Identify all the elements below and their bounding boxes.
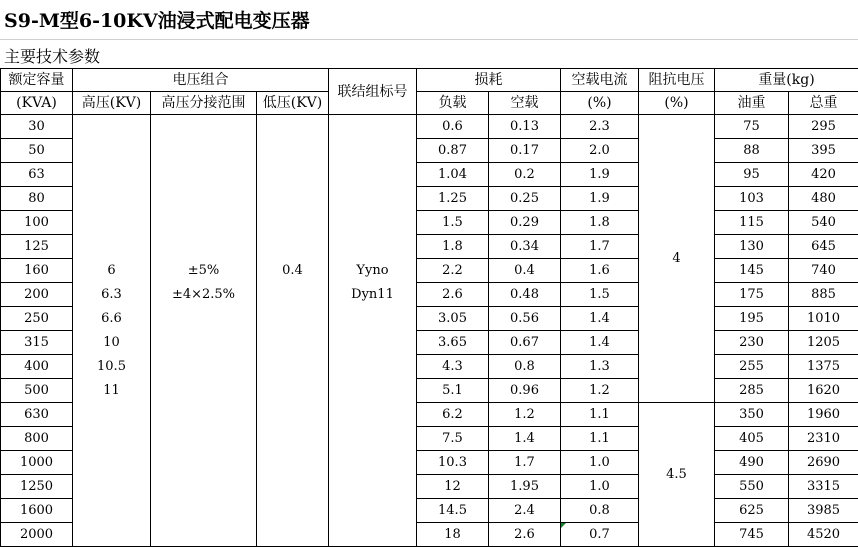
load-loss-cell: 5.1 [417, 379, 489, 403]
vector-group-cell [329, 451, 417, 475]
no-load-current-cell: 1.0 [561, 475, 639, 499]
table-row [1, 283, 858, 307]
lv-cell [257, 475, 329, 499]
no-load-loss-cell: 0.25 [489, 187, 561, 211]
lv-cell [257, 211, 329, 235]
total-weight-cell: 420 [789, 163, 858, 187]
table-row [1, 523, 858, 547]
no-load-loss-cell: 0.13 [489, 115, 561, 139]
tap-range-cell [151, 499, 257, 523]
no-load-current-cell: 1.9 [561, 163, 639, 187]
section-heading: 主要技术参数 [4, 44, 100, 67]
load-loss-cell: 18 [417, 523, 489, 547]
no-load-loss-cell: 0.17 [489, 139, 561, 163]
header-tap-range: 高压分接范围 [151, 92, 257, 115]
capacity-cell: 50 [1, 139, 73, 163]
no-load-loss-cell: 1.7 [489, 451, 561, 475]
header-no-load-current-unit: (%) [561, 92, 639, 115]
tap-range-cell [151, 163, 257, 187]
hv-cell: 11 [73, 379, 151, 403]
capacity-cell: 200 [1, 283, 73, 307]
table-row [1, 499, 858, 523]
total-weight-cell: 1960 [789, 403, 858, 427]
total-weight-cell: 295 [789, 115, 858, 139]
total-weight-cell: 4520 [789, 523, 858, 547]
vector-group-cell [329, 115, 417, 139]
capacity-cell: 500 [1, 379, 73, 403]
load-loss-cell: 6.2 [417, 403, 489, 427]
tap-range-cell [151, 331, 257, 355]
vector-group-cell: Dyn11 [329, 283, 417, 307]
table-row [1, 259, 858, 283]
hv-cell [73, 139, 151, 163]
table-row [1, 355, 858, 379]
vector-group-cell [329, 331, 417, 355]
vector-group-cell [329, 499, 417, 523]
header-voltage-group: 电压组合 [73, 69, 329, 92]
tap-range-cell [151, 187, 257, 211]
no-load-current-cell: 2.3 [561, 115, 639, 139]
hv-cell [73, 235, 151, 259]
total-weight-cell: 2310 [789, 427, 858, 451]
tap-range-cell: ±5% [151, 259, 257, 283]
no-load-loss-cell: 0.29 [489, 211, 561, 235]
impedance-cell: 4 [639, 115, 715, 403]
total-weight-cell: 885 [789, 283, 858, 307]
table-row [1, 331, 858, 355]
oil-weight-cell: 175 [715, 283, 789, 307]
lv-cell [257, 307, 329, 331]
oil-weight-cell: 230 [715, 331, 789, 355]
capacity-cell: 800 [1, 427, 73, 451]
no-load-current-cell: 1.2 [561, 379, 639, 403]
no-load-loss-cell: 1.95 [489, 475, 561, 499]
title-divider [0, 39, 858, 40]
table-row [1, 235, 858, 259]
total-weight-cell: 3315 [789, 475, 858, 499]
no-load-loss-cell: 1.4 [489, 427, 561, 451]
oil-weight-cell: 115 [715, 211, 789, 235]
no-load-current-cell: 1.6 [561, 259, 639, 283]
vector-group-cell [329, 187, 417, 211]
header-vector-group: 联结组标号 [329, 69, 417, 115]
header-loss: 损耗 [417, 69, 561, 92]
no-load-loss-cell: 0.8 [489, 355, 561, 379]
vector-group-cell [329, 475, 417, 499]
vector-group-cell [329, 403, 417, 427]
load-loss-cell: 10.3 [417, 451, 489, 475]
no-load-loss-cell: 1.2 [489, 403, 561, 427]
no-load-current-cell: 0.8 [561, 499, 639, 523]
total-weight-cell: 1620 [789, 379, 858, 403]
total-weight-cell: 1205 [789, 331, 858, 355]
capacity-cell: 63 [1, 163, 73, 187]
tap-range-cell [151, 355, 257, 379]
load-loss-cell: 3.05 [417, 307, 489, 331]
oil-weight-cell: 130 [715, 235, 789, 259]
tap-range-cell [151, 115, 257, 139]
hv-cell [73, 115, 151, 139]
hv-cell: 6.3 [73, 283, 151, 307]
hv-cell [73, 427, 151, 451]
oil-weight-cell: 285 [715, 379, 789, 403]
oil-weight-cell: 195 [715, 307, 789, 331]
no-load-current-cell: 1.9 [561, 187, 639, 211]
oil-weight-cell: 490 [715, 451, 789, 475]
no-load-current-cell: 1.5 [561, 283, 639, 307]
header-load-loss: 负载 [417, 92, 489, 115]
capacity-cell: 30 [1, 115, 73, 139]
no-load-current-cell: 1.4 [561, 331, 639, 355]
tap-range-cell [151, 427, 257, 451]
table-row [1, 163, 858, 187]
no-load-current-cell: 1.1 [561, 427, 639, 451]
table-row [1, 139, 858, 163]
lv-cell [257, 499, 329, 523]
vector-group-cell [329, 523, 417, 547]
capacity-cell: 100 [1, 211, 73, 235]
load-loss-cell: 1.5 [417, 211, 489, 235]
load-loss-cell: 12 [417, 475, 489, 499]
tap-range-cell [151, 139, 257, 163]
lv-cell: 0.4 [257, 259, 329, 283]
vector-group-cell [329, 139, 417, 163]
no-load-loss-cell: 0.96 [489, 379, 561, 403]
no-load-current-cell: 1.7 [561, 235, 639, 259]
lv-cell [257, 283, 329, 307]
capacity-cell: 160 [1, 259, 73, 283]
table-row [1, 187, 858, 211]
tap-range-cell [151, 235, 257, 259]
total-weight-cell: 1375 [789, 355, 858, 379]
header-impedance-unit: (%) [639, 92, 715, 115]
table-row [1, 379, 858, 403]
capacity-cell: 1600 [1, 499, 73, 523]
capacity-cell: 1000 [1, 451, 73, 475]
oil-weight-cell: 255 [715, 355, 789, 379]
table-row [1, 307, 858, 331]
load-loss-cell: 3.65 [417, 331, 489, 355]
header-row-1 [1, 69, 858, 92]
lv-cell [257, 403, 329, 427]
hv-cell [73, 451, 151, 475]
lv-cell [257, 235, 329, 259]
table-row [1, 403, 858, 427]
load-loss-cell: 1.8 [417, 235, 489, 259]
no-load-loss-cell: 0.56 [489, 307, 561, 331]
header-total-weight: 总重 [789, 92, 858, 115]
lv-cell [257, 331, 329, 355]
tap-range-cell [151, 211, 257, 235]
header-no-load-loss: 空载 [489, 92, 561, 115]
hv-cell: 6 [73, 259, 151, 283]
total-weight-cell: 540 [789, 211, 858, 235]
lv-cell [257, 163, 329, 187]
capacity-cell: 2000 [1, 523, 73, 547]
header-oil-weight: 油重 [715, 92, 789, 115]
no-load-loss-cell: 2.4 [489, 499, 561, 523]
sheet-title: S9-M型6-10KV油浸式配电变压器 [4, 6, 310, 33]
no-load-current-cell: 1.1 [561, 403, 639, 427]
total-weight-cell: 480 [789, 187, 858, 211]
header-impedance: 阻抗电压 [639, 69, 715, 92]
impedance-cell: 4.5 [639, 403, 715, 547]
table-row [1, 211, 858, 235]
load-loss-cell: 14.5 [417, 499, 489, 523]
table-row [1, 451, 858, 475]
hv-cell: 10 [73, 331, 151, 355]
vector-group-cell [329, 307, 417, 331]
no-load-current-cell: 1.0 [561, 451, 639, 475]
total-weight-cell: 2690 [789, 451, 858, 475]
hv-cell [73, 211, 151, 235]
oil-weight-cell: 88 [715, 139, 789, 163]
lv-cell [257, 379, 329, 403]
oil-weight-cell: 145 [715, 259, 789, 283]
lv-cell [257, 355, 329, 379]
hv-cell: 10.5 [73, 355, 151, 379]
load-loss-cell: 0.6 [417, 115, 489, 139]
oil-weight-cell: 745 [715, 523, 789, 547]
vector-group-cell [329, 163, 417, 187]
lv-cell [257, 187, 329, 211]
lv-cell [257, 523, 329, 547]
hv-cell [73, 163, 151, 187]
vector-group-cell [329, 235, 417, 259]
total-weight-cell: 645 [789, 235, 858, 259]
total-weight-cell: 1010 [789, 307, 858, 331]
capacity-cell: 80 [1, 187, 73, 211]
capacity-cell: 400 [1, 355, 73, 379]
oil-weight-cell: 405 [715, 427, 789, 451]
cell-comment-marker [561, 523, 566, 528]
header-no-load-current: 空载电流 [561, 69, 639, 92]
load-loss-cell: 0.87 [417, 139, 489, 163]
vector-group-cell: Yyno [329, 259, 417, 283]
no-load-current-cell: 1.3 [561, 355, 639, 379]
header-lv: 低压(KV) [257, 92, 329, 115]
capacity-cell: 315 [1, 331, 73, 355]
no-load-loss-cell: 0.2 [489, 163, 561, 187]
load-loss-cell: 2.6 [417, 283, 489, 307]
header-capacity: 额定容量 [1, 69, 73, 92]
table-row [1, 427, 858, 451]
header-weight: 重量(kg) [715, 69, 858, 92]
hv-cell [73, 403, 151, 427]
load-loss-cell: 7.5 [417, 427, 489, 451]
hv-cell [73, 187, 151, 211]
lv-cell [257, 427, 329, 451]
header-row-2 [1, 92, 858, 115]
load-loss-cell: 1.04 [417, 163, 489, 187]
load-loss-cell: 4.3 [417, 355, 489, 379]
tap-range-cell [151, 523, 257, 547]
oil-weight-cell: 350 [715, 403, 789, 427]
header-hv: 高压(KV) [73, 92, 151, 115]
no-load-loss-cell: 0.67 [489, 331, 561, 355]
capacity-cell: 250 [1, 307, 73, 331]
oil-weight-cell: 75 [715, 115, 789, 139]
oil-weight-cell: 95 [715, 163, 789, 187]
no-load-current-cell: 2.0 [561, 139, 639, 163]
total-weight-cell: 3985 [789, 499, 858, 523]
vector-group-cell [329, 211, 417, 235]
oil-weight-cell: 625 [715, 499, 789, 523]
no-load-current-cell: 1.8 [561, 211, 639, 235]
tap-range-cell [151, 307, 257, 331]
capacity-cell: 630 [1, 403, 73, 427]
lv-cell [257, 139, 329, 163]
lv-cell [257, 451, 329, 475]
hv-cell [73, 499, 151, 523]
load-loss-cell: 2.2 [417, 259, 489, 283]
no-load-loss-cell: 0.4 [489, 259, 561, 283]
capacity-cell: 125 [1, 235, 73, 259]
hv-cell [73, 523, 151, 547]
capacity-cell: 1250 [1, 475, 73, 499]
total-weight-cell: 395 [789, 139, 858, 163]
total-weight-cell: 740 [789, 259, 858, 283]
spec-table [0, 68, 858, 547]
no-load-current-cell: 1.4 [561, 307, 639, 331]
vector-group-cell [329, 427, 417, 451]
tap-range-cell [151, 403, 257, 427]
table-row [1, 475, 858, 499]
oil-weight-cell: 550 [715, 475, 789, 499]
hv-cell: 6.6 [73, 307, 151, 331]
tap-range-cell [151, 475, 257, 499]
tap-range-cell: ±4×2.5% [151, 283, 257, 307]
hv-cell [73, 475, 151, 499]
oil-weight-cell: 103 [715, 187, 789, 211]
table-row [1, 115, 858, 139]
header-capacity-unit: (KVA) [1, 92, 73, 115]
no-load-loss-cell: 0.34 [489, 235, 561, 259]
lv-cell [257, 115, 329, 139]
load-loss-cell: 1.25 [417, 187, 489, 211]
vector-group-cell [329, 355, 417, 379]
tap-range-cell [151, 451, 257, 475]
no-load-loss-cell: 2.6 [489, 523, 561, 547]
no-load-loss-cell: 0.48 [489, 283, 561, 307]
tap-range-cell [151, 379, 257, 403]
vector-group-cell [329, 379, 417, 403]
no-load-current-cell: 0.7 [561, 523, 639, 547]
